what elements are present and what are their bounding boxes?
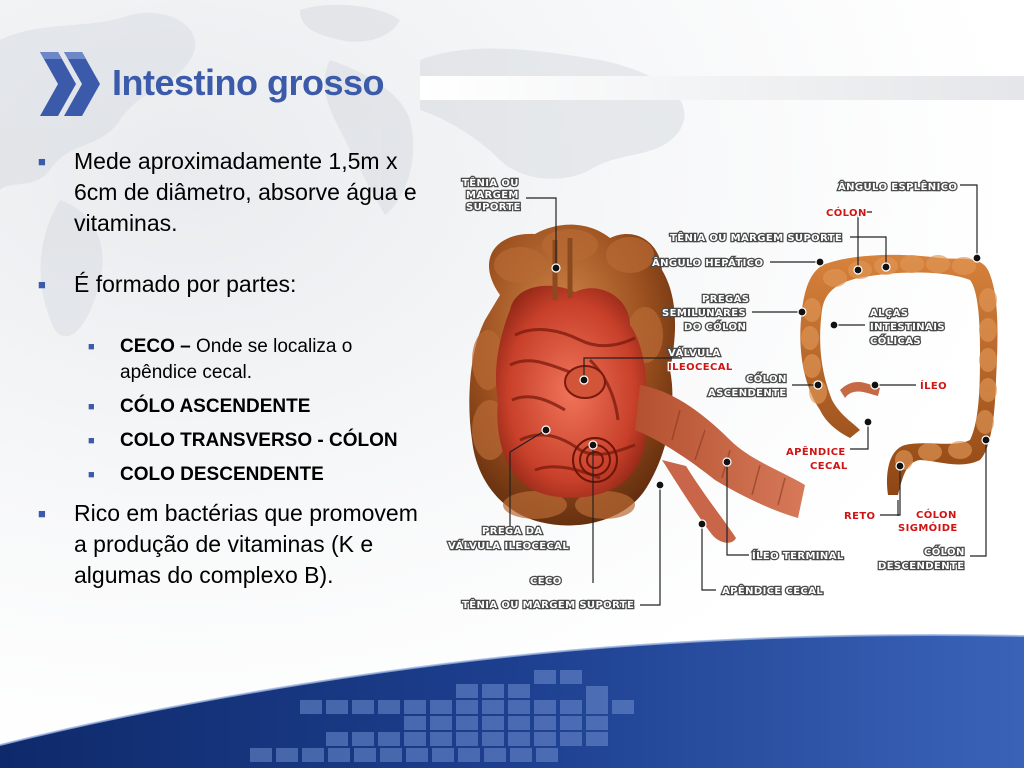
bullet-text: Rico em bactérias que promovem a produção de vitaminas (K e algumas do complexo B). xyxy=(74,500,418,588)
label-apendice-right-1: APÊNDICE xyxy=(786,447,846,458)
large-intestine-illustration xyxy=(440,160,1024,620)
label-alcas-2: INTESTINAIS xyxy=(870,322,945,333)
square-bullet-icon: ■ xyxy=(88,435,95,447)
bullet-text: Mede aproximadamente 1,5m x 6cm de diâmetro, absorve água e vitaminas. xyxy=(74,148,417,236)
sub-bullet-text: Onde se localiza o apêndice cecal. xyxy=(120,336,353,383)
label-angulo-esplenico: ÂNGULO ESPLÊNICO xyxy=(838,182,958,193)
label-angulo-hepatico: ÂNGULO HEPÁTICO xyxy=(652,258,764,269)
square-bullet-icon: ■ xyxy=(88,341,95,353)
label-pregas-3: DO CÓLON xyxy=(684,322,747,333)
sub-bullet-text: CÓLO ASCENDENTE xyxy=(120,396,311,417)
cecum-dissection xyxy=(469,225,675,526)
label-colon-asc-1: CÓLON xyxy=(746,374,787,385)
sub-bullet-text: COLO TRANSVERSO - CÓLON xyxy=(120,430,398,451)
label-colon-sigmoide-1: CÓLON xyxy=(916,510,957,521)
square-bullet-icon: ■ xyxy=(88,401,95,413)
page-title: Intestino grosso xyxy=(112,62,385,103)
square-bullet-icon: ■ xyxy=(38,154,46,169)
label-tenia-mid: TÊNIA OU MARGEM SUPORTE xyxy=(670,233,843,244)
label-prega-1: PREGA DA xyxy=(482,526,543,537)
sub-bullet-bold: CECO – xyxy=(120,336,191,357)
label-valvula-2: ILEOCECAL xyxy=(668,362,733,373)
square-bullet-icon: ■ xyxy=(38,506,46,521)
label-alcas-3: CÓLICAS xyxy=(870,336,922,347)
label-tenia-top-3: SUPORTE xyxy=(466,202,521,213)
bullet-text: É formado por partes: xyxy=(74,271,297,297)
label-valvula-1: VÁLVULA xyxy=(668,348,721,359)
label-pregas-2: SEMILUNARES xyxy=(662,308,747,319)
label-tenia-bottom: TÊNIA OU MARGEM SUPORTE xyxy=(462,600,635,611)
label-apendice-bottom: APÊNDICE CECAL xyxy=(722,586,824,597)
label-ileo-terminal: ÍLEO TERMINAL xyxy=(752,551,844,562)
label-tenia-top-1: TÊNIA OU xyxy=(462,178,519,189)
label-pregas-1: PREGAS xyxy=(702,294,750,305)
square-bullet-icon: ■ xyxy=(38,277,46,292)
label-colon-desc-2: DESCENDENTE xyxy=(878,561,965,572)
square-bullet-icon: ■ xyxy=(88,469,95,481)
label-colon-desc-1: CÓLON xyxy=(924,547,965,558)
label-reto: RETO xyxy=(844,511,876,522)
label-colon: CÓLON xyxy=(826,208,867,219)
label-alcas-1: ALÇAS xyxy=(870,308,909,319)
label-ceco: CECO xyxy=(530,576,562,587)
sub-bullet-text: COLO DESCENDENTE xyxy=(120,464,324,485)
whole-colon xyxy=(800,255,997,495)
label-colon-asc-2: ASCENDENTE xyxy=(708,388,787,399)
label-prega-2: VÁLVULA ILEOCECAL xyxy=(448,541,570,552)
label-ileo: ÍLEO xyxy=(920,381,948,392)
label-tenia-top-2: MARGEM xyxy=(466,190,519,201)
label-apendice-right-2: CECAL xyxy=(810,461,848,472)
label-colon-sigmoide-2: SIGMÓIDE xyxy=(898,523,958,534)
